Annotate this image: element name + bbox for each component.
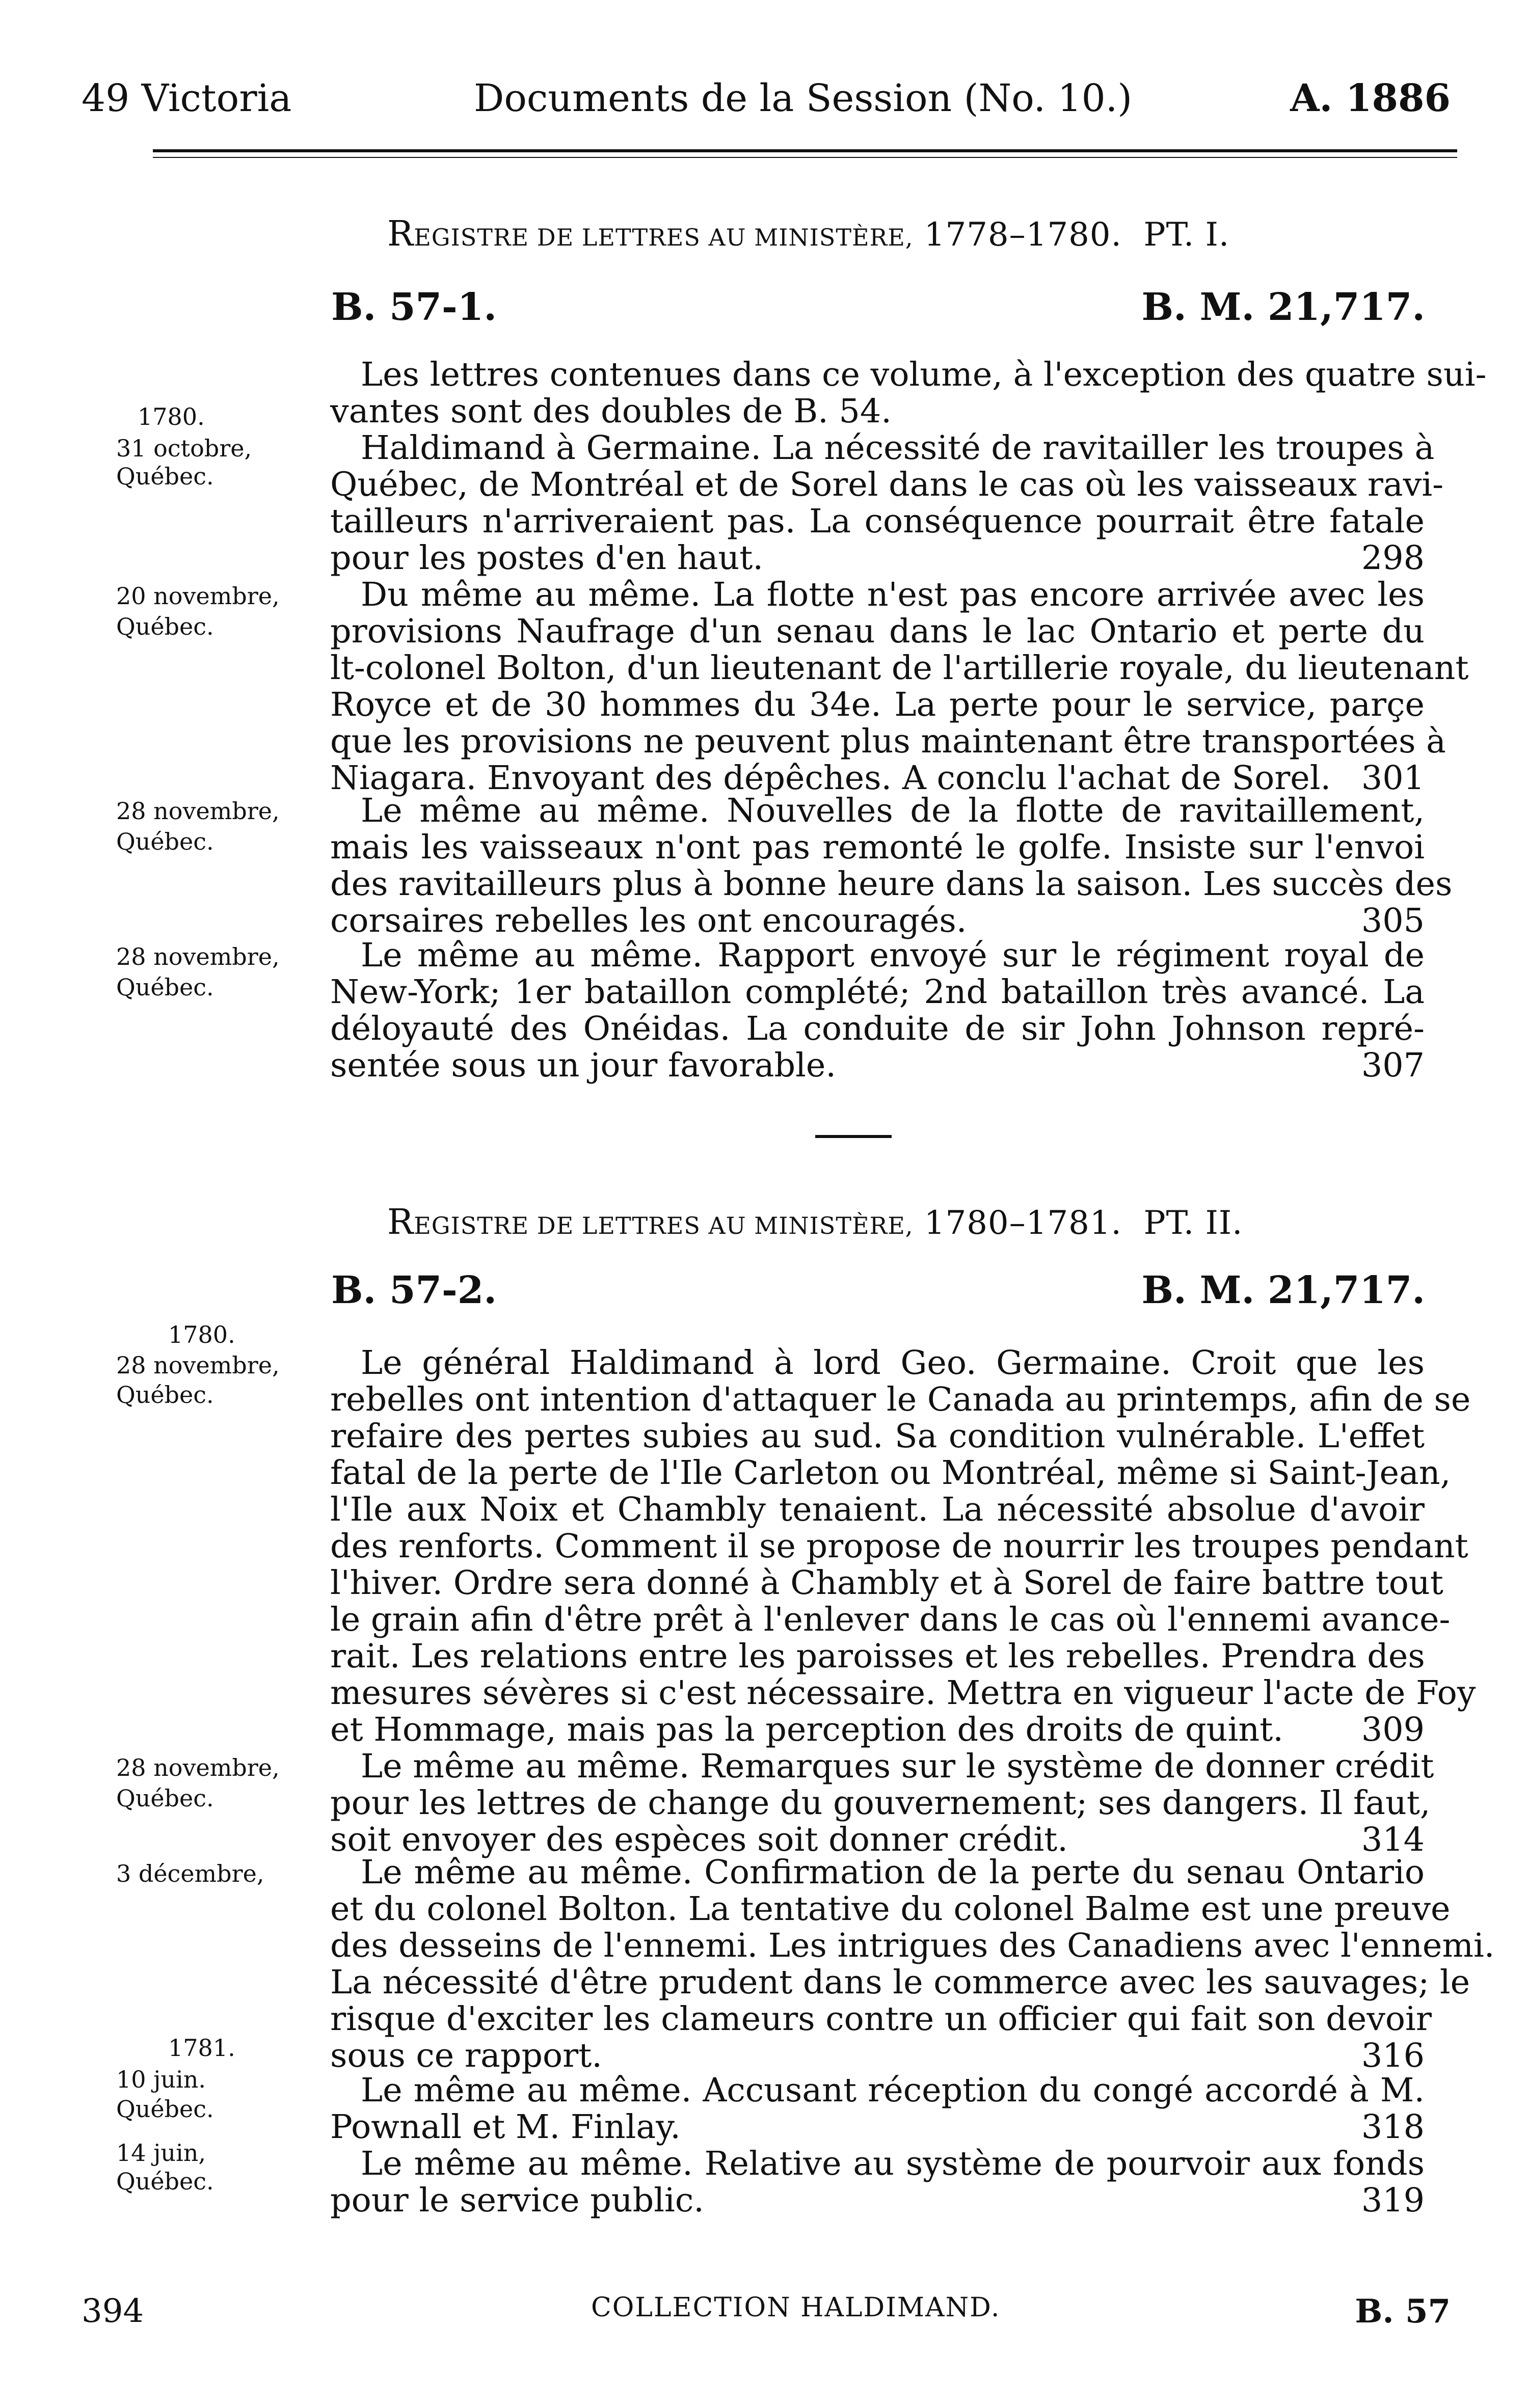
entry-line: mais les vaisseaux n'ont pas remonté le golfe. Insiste sur l'envoi: [330, 828, 1425, 867]
entry-margin-place: Québec.: [116, 1381, 214, 1409]
page-number: 298: [1361, 539, 1425, 577]
entry-line: Le même au même. Rapport envoyé sur le régiment royal de: [361, 936, 1425, 975]
entry-line: pour les lettres de change du gouvernement; ses dangers. Il faut,: [330, 1784, 1431, 1822]
intro-line: vantes sont des doubles de B. 54.: [330, 392, 892, 430]
entry-line: sentée sous un jour favorable.: [330, 1046, 837, 1085]
page-number: 314: [1361, 1821, 1425, 1859]
entry-margin-place: Québec.: [116, 828, 214, 855]
section2-ref-left: B. 57-2.: [331, 1268, 497, 1312]
entry-margin-year: 1780.: [168, 1321, 235, 1348]
entry-margin-date: 28 novembre,: [116, 1754, 280, 1781]
entry-line: des renforts. Comment il se propose de nourrir les troupes pendant: [330, 1527, 1468, 1565]
entry-line: Le même au même. Nouvelles de la flotte de ravitaillement,: [361, 792, 1425, 830]
section2-entry: [330, 1747, 1434, 1859]
entry-line: rait. Les relations entre les paroisses et les rebelles. Prendra des: [330, 1637, 1425, 1675]
intro-line: Les lettres contenues dans ce volume, à l'exception des quatre sui-: [361, 356, 1487, 394]
section2-entry: [330, 2072, 1425, 2146]
entry-line: mesures sévères si c'est nécessaire. Mettra en vigueur l'acte de Foy: [330, 1674, 1476, 1712]
entry-margin-place: Québec.: [116, 973, 214, 1001]
section1-ref-right: B. M. 21,717.: [1141, 285, 1425, 329]
entry-margin-date: 31 octobre,: [116, 435, 252, 462]
entry-line: La nécessité d'être prudent dans le commerce avec les sauvages; le: [330, 1963, 1470, 2001]
section1-intro: [330, 356, 1487, 430]
entry-line: Haldimand à Germaine. La nécessité de ravitailler les troupes à: [361, 429, 1435, 467]
entry-margin-date: 28 novembre,: [116, 1351, 280, 1379]
entry-line: rebelles ont intention d'attaquer le Canada au printemps, afin de se: [330, 1381, 1471, 1419]
page-number: 301: [1361, 759, 1425, 797]
section2-title-text: EGISTRE DE LETTRES AU MINISTÈRE,: [414, 1212, 914, 1239]
entry-line: des ravitailleurs plus à bonne heure dans la saison. Les succès des: [330, 865, 1453, 903]
section2-ref-right: B. M. 21,717.: [1141, 1268, 1425, 1312]
entry-margin-year: 1780.: [138, 403, 205, 430]
entry-line: que les provisions ne peuvent plus maintenant être transportées à: [330, 722, 1446, 761]
entry-line: fatal de la perte de l'Ile Carleton ou Montréal, même si Saint-Jean,: [330, 1454, 1451, 1492]
entry-line: l'Ile aux Noix et Chambly tenaient. La nécessité absolue d'avoir: [330, 1491, 1425, 1529]
section2-title: [387, 1202, 1243, 1242]
entry-margin-place: Québec.: [116, 613, 214, 640]
entry-line: et Hommage, mais pas la perception des droits de quint.: [330, 1711, 1283, 1749]
page-number: 309: [1361, 1711, 1425, 1749]
entry-line: provisions Naufrage d'un senau dans le lac Ontario et perte du: [330, 612, 1425, 651]
entry-margin-place: Québec.: [116, 2095, 214, 2123]
entry-line: Québec, de Montréal et de Sorel dans le cas où les vaisseaux ravi-: [330, 466, 1444, 504]
entry-margin-date: 20 novembre,: [116, 582, 280, 610]
section1-title: [387, 214, 1229, 254]
section1-title-cap: R: [387, 214, 414, 254]
section2-title-years: 1780–1781.: [924, 1204, 1122, 1242]
entry-line: pour le service public.: [330, 2181, 704, 2220]
entry-line: Du même au même. La flotte n'est pas encore arrivée avec les: [361, 576, 1425, 614]
entry-line: tailleurs n'arriveraient pas. La conséquence pourrait être fatale: [330, 502, 1425, 540]
section2-entry: [330, 1344, 1476, 1749]
entry-margin-year: 1781.: [168, 2034, 235, 2062]
entry-line: Niagara. Envoyant des dépêches. A conclu l'achat de Sorel.: [330, 759, 1331, 797]
section1-title-years: 1778–1780.: [924, 216, 1122, 254]
entry-line: déloyauté des Onéidas. La conduite de sir John Johnson repré-: [330, 1010, 1425, 1048]
section-separator: [815, 1135, 892, 1138]
section2-entry: [330, 1853, 1495, 2075]
entry-line: Le même au même. Relative au système de pourvoir aux fonds: [361, 2145, 1425, 2183]
entry-line: refaire des pertes subies au sud. Sa condition vulnérable. L'effet: [330, 1417, 1425, 1455]
entry-line: Le même au même. Accusant réception du congé accordé à M.: [361, 2071, 1425, 2109]
entry-line: Le même au même. Remarques sur le système de donner crédit: [361, 1747, 1434, 1785]
entry-margin-date: 14 juin,: [116, 2139, 206, 2167]
entry-margin-date: 10 juin.: [116, 2066, 206, 2093]
header-rule-thick: [153, 149, 1457, 152]
entry-line: Le général Haldimand à lord Geo. Germaine. Croit que les: [361, 1344, 1425, 1382]
entry-line: sous ce rapport.: [330, 2037, 602, 2075]
entry-line: lt-colonel Bolton, d'un lieutenant de l'artillerie royale, du lieutenant: [330, 649, 1469, 687]
page-number: 305: [1361, 902, 1425, 940]
entry-line: New-York; 1er bataillon complété; 2nd bataillon très avancé. La: [330, 973, 1425, 1011]
section2-entry: [330, 2146, 1425, 2219]
footer-page-number: 394: [82, 2292, 144, 2330]
page-number: 318: [1361, 2108, 1425, 2146]
entry-line: pour les postes d'en haut.: [330, 539, 764, 577]
entry-line: corsaires rebelles les ont encouragés.: [330, 902, 967, 940]
entry-line: risque d'exciter les clameurs contre un officier qui fait son devoir: [330, 2000, 1432, 2038]
entry-margin-place: Québec.: [116, 463, 214, 490]
footer-series: B. 57: [1355, 2292, 1451, 2331]
footer-collection: COLLECTION HALDIMAND.: [591, 2292, 1001, 2323]
entry-line: des desseins de l'ennemi. Les intrigues des Canadiens avec l'ennemi.: [330, 1927, 1495, 1965]
section1-ref-left: B. 57-1.: [331, 285, 497, 329]
entry-line: soit envoyer des espèces soit donner crédit.: [330, 1821, 1068, 1859]
entry-margin-date: 3 décembre,: [116, 1860, 264, 1887]
entry-margin-date: 28 novembre,: [116, 943, 280, 970]
header-year: A. 1886: [1290, 76, 1451, 120]
entry-line: Pownall et M. Finlay.: [330, 2108, 681, 2146]
page-number: 316: [1361, 2037, 1425, 2075]
section1-title-text: EGISTRE DE LETTRES AU MINISTÈRE,: [414, 224, 914, 251]
entry-line: l'hiver. Ordre sera donné à Chambly et à Sorel de faire battre tout: [330, 1564, 1443, 1602]
section1-title-part: PT. I.: [1143, 216, 1230, 254]
entry-line: et du colonel Bolton. La tentative du colonel Balme est une preuve: [330, 1890, 1451, 1928]
section1-entry: [330, 429, 1444, 577]
page-number: 319: [1361, 2181, 1425, 2220]
entry-line: le grain afin d'être prêt à l'enlever dans le cas où l'ennemi avance-: [330, 1601, 1451, 1639]
entry-margin-place: Québec.: [116, 2168, 214, 2195]
header-volume: 49 Victoria: [82, 76, 292, 120]
section2-title-cap: R: [387, 1202, 414, 1242]
header-rule-thin: [153, 157, 1457, 158]
section2-title-part: PT. II.: [1143, 1204, 1243, 1242]
header-title: Documents de la Session (No. 10.): [474, 76, 1133, 120]
page-number: 307: [1361, 1046, 1425, 1085]
entry-margin-date: 28 novembre,: [116, 797, 280, 825]
section1-entry: [330, 792, 1453, 940]
section1-entry: [330, 937, 1425, 1084]
entry-margin-place: Québec.: [116, 1784, 214, 1812]
entry-line: Le même au même. Confirmation de la perte du senau Ontario: [361, 1853, 1425, 1891]
section1-entry: [330, 576, 1469, 797]
entry-line: Royce et de 30 hommes du 34e. La perte pour le service, parçe: [330, 686, 1425, 724]
